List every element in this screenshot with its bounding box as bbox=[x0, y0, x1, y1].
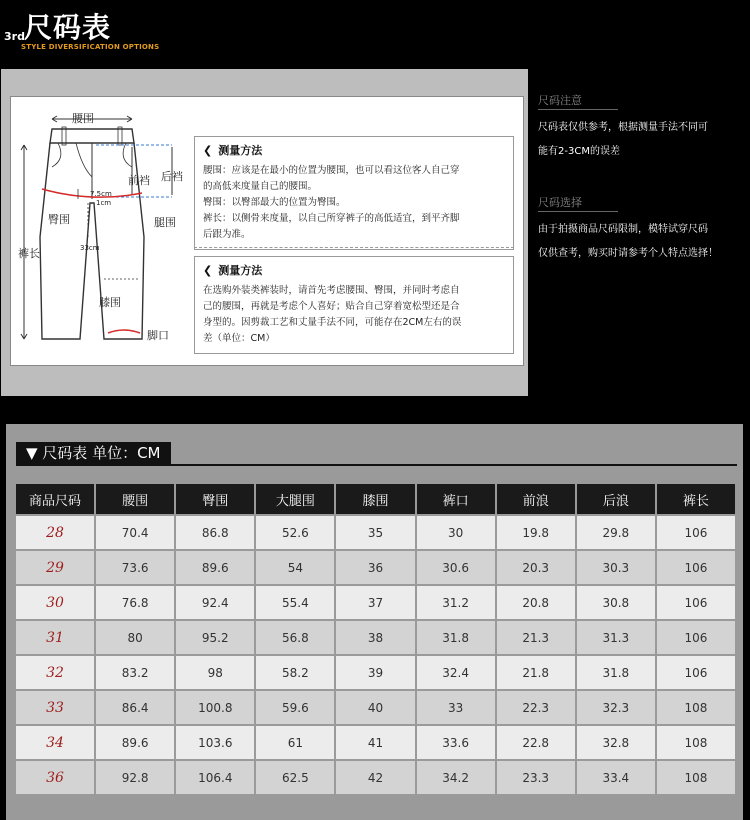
label-measure-33: 33cm bbox=[80, 244, 100, 252]
col-header-thigh: 大腿围 bbox=[256, 484, 334, 514]
method-line: 己的腰围，再就是考虑个人喜好；贴合自己穿着宽松型还是合 bbox=[203, 301, 460, 312]
method-title-row bbox=[203, 142, 505, 158]
chevron-left-icon: ❮ bbox=[203, 143, 213, 157]
col-header-length: 裤长 bbox=[657, 484, 735, 514]
table-cell: 33.4 bbox=[577, 761, 655, 794]
col-header-leg-opening: 裤口 bbox=[417, 484, 495, 514]
table-cell: 89.6 bbox=[96, 726, 174, 759]
size-cell: 28 bbox=[16, 516, 94, 549]
table-cell: 20.8 bbox=[497, 586, 575, 619]
label-front-rise: 前裆 bbox=[128, 174, 150, 187]
table-cell: 32.3 bbox=[577, 691, 655, 724]
method-line: 臀围：以臀部最大的位置为臀围。 bbox=[203, 197, 346, 208]
note-line: 仅供查考，购买时请参考个人特点选择！ bbox=[538, 248, 718, 259]
table-cell: 80 bbox=[96, 621, 174, 654]
note-body-size-attention bbox=[538, 116, 708, 164]
size-cell: 36 bbox=[16, 761, 94, 794]
label-leg-opening: 脚口 bbox=[147, 329, 169, 342]
col-header-hip: 臀围 bbox=[176, 484, 254, 514]
table-cell: 58.2 bbox=[256, 656, 334, 689]
table-cell: 106 bbox=[657, 516, 735, 549]
method-title: 测量方法 bbox=[218, 264, 263, 277]
table-cell: 30.8 bbox=[577, 586, 655, 619]
table-cell: 108 bbox=[657, 761, 735, 794]
table-row bbox=[16, 621, 735, 654]
chevron-left-icon: ❮ bbox=[203, 263, 213, 277]
method-line: 差（单位：CM） bbox=[203, 333, 275, 344]
table-cell: 21.3 bbox=[497, 621, 575, 654]
label-knee: 膝围 bbox=[99, 296, 121, 309]
table-cell: 42 bbox=[336, 761, 414, 794]
table-row bbox=[16, 691, 735, 724]
table-cell: 86.8 bbox=[176, 516, 254, 549]
method-line: 身型的。因剪裁工艺和丈量手法不同，可能存在2CM左右的误 bbox=[203, 317, 462, 328]
table-cell: 30.3 bbox=[577, 551, 655, 584]
note-heading-size-choice: 尺码选择 bbox=[538, 196, 582, 209]
col-header-waist: 腰围 bbox=[96, 484, 174, 514]
table-cell: 108 bbox=[657, 726, 735, 759]
label-back-rise: 后裆 bbox=[161, 170, 183, 183]
table-cell: 92.4 bbox=[176, 586, 254, 619]
size-table-body bbox=[16, 516, 735, 794]
table-header-row bbox=[16, 484, 735, 514]
table-cell: 39 bbox=[336, 656, 414, 689]
table-cell: 19.8 bbox=[497, 516, 575, 549]
size-cell: 33 bbox=[16, 691, 94, 724]
table-cell: 32.4 bbox=[417, 656, 495, 689]
table-cell: 106 bbox=[657, 551, 735, 584]
size-cell: 31 bbox=[16, 621, 94, 654]
table-cell: 54 bbox=[256, 551, 334, 584]
table-cell: 55.4 bbox=[256, 586, 334, 619]
label-measure-small-2: 1cm bbox=[96, 199, 112, 207]
table-cell: 21.8 bbox=[497, 656, 575, 689]
page-subtitle: STYLE DIVERSIFICATION OPTIONS bbox=[21, 43, 160, 51]
method-line: 裤长：以侧骨来度量，以自己所穿裤子的高低适宜，到平齐脚 bbox=[203, 213, 460, 224]
size-table-tab: ▼ 尺码表 单位：CM bbox=[16, 442, 171, 464]
label-hip: 臀围 bbox=[48, 213, 70, 226]
table-cell: 33 bbox=[417, 691, 495, 724]
table-cell: 36 bbox=[336, 551, 414, 584]
method-divider bbox=[194, 247, 514, 248]
page-header bbox=[0, 0, 750, 62]
table-cell: 41 bbox=[336, 726, 414, 759]
pants-illustration bbox=[12, 107, 182, 363]
note-heading-size-attention: 尺码注意 bbox=[538, 94, 582, 107]
table-cell: 106.4 bbox=[176, 761, 254, 794]
table-cell: 29.8 bbox=[577, 516, 655, 549]
page-title: 尺码表 bbox=[24, 11, 112, 44]
pants-diagram bbox=[12, 107, 182, 363]
table-cell: 40 bbox=[336, 691, 414, 724]
table-cell: 30.6 bbox=[417, 551, 495, 584]
size-table-section bbox=[6, 424, 743, 820]
measure-method-box-1 bbox=[194, 136, 514, 250]
table-cell: 106 bbox=[657, 586, 735, 619]
col-header-back-rise: 后浪 bbox=[577, 484, 655, 514]
size-table-rule bbox=[16, 464, 737, 466]
table-cell: 52.6 bbox=[256, 516, 334, 549]
table-cell: 22.8 bbox=[497, 726, 575, 759]
size-cell: 30 bbox=[16, 586, 94, 619]
table-cell: 108 bbox=[657, 691, 735, 724]
note-divider bbox=[538, 109, 618, 110]
table-cell: 83.2 bbox=[96, 656, 174, 689]
size-cell: 34 bbox=[16, 726, 94, 759]
table-cell: 73.6 bbox=[96, 551, 174, 584]
table-cell: 31.3 bbox=[577, 621, 655, 654]
method-line: 的高低来度量自己的腰围。 bbox=[203, 181, 318, 192]
table-cell: 31.8 bbox=[577, 656, 655, 689]
table-cell: 98 bbox=[176, 656, 254, 689]
table-cell: 23.3 bbox=[497, 761, 575, 794]
table-cell: 70.4 bbox=[96, 516, 174, 549]
table-row bbox=[16, 516, 735, 549]
table-cell: 92.8 bbox=[96, 761, 174, 794]
table-cell: 33.6 bbox=[417, 726, 495, 759]
col-header-knee: 膝围 bbox=[336, 484, 414, 514]
method-line: 腰围：应该是在最小的位置为腰围，也可以看这位客人自己穿 bbox=[203, 165, 460, 176]
method-title: 测量方法 bbox=[218, 144, 263, 157]
note-line: 能有2-3CM的误差 bbox=[538, 146, 620, 157]
note-divider bbox=[538, 211, 618, 212]
table-cell: 31.2 bbox=[417, 586, 495, 619]
size-table bbox=[14, 482, 737, 796]
table-cell: 31.8 bbox=[417, 621, 495, 654]
col-header-front-rise: 前浪 bbox=[497, 484, 575, 514]
table-cell: 35 bbox=[336, 516, 414, 549]
label-thigh: 腿围 bbox=[154, 216, 176, 229]
table-cell: 89.6 bbox=[176, 551, 254, 584]
method-title-row bbox=[203, 262, 505, 278]
table-cell: 100.8 bbox=[176, 691, 254, 724]
table-cell: 76.8 bbox=[96, 586, 174, 619]
label-length: 裤长 bbox=[18, 247, 40, 260]
table-cell: 59.6 bbox=[256, 691, 334, 724]
table-row bbox=[16, 726, 735, 759]
table-cell: 86.4 bbox=[96, 691, 174, 724]
note-line: 由于拍摄商品尺码限制，模特试穿尺码 bbox=[538, 224, 708, 235]
size-cell: 32 bbox=[16, 656, 94, 689]
table-cell: 106 bbox=[657, 656, 735, 689]
table-cell: 20.3 bbox=[497, 551, 575, 584]
measure-method-box-2 bbox=[194, 256, 514, 354]
table-cell: 103.6 bbox=[176, 726, 254, 759]
label-waist: 腰围 bbox=[72, 112, 94, 125]
col-header-size: 商品尺码 bbox=[16, 484, 94, 514]
table-cell: 32.8 bbox=[577, 726, 655, 759]
table-row bbox=[16, 551, 735, 584]
note-line: 尺码表仅供参考，根据测量手法不同可 bbox=[538, 122, 708, 133]
table-cell: 61 bbox=[256, 726, 334, 759]
table-row bbox=[16, 656, 735, 689]
method-line: 在选购外装类裤装时，请首先考虑腰围、臀围，并同时考虑自 bbox=[203, 285, 460, 296]
table-cell: 62.5 bbox=[256, 761, 334, 794]
table-cell: 38 bbox=[336, 621, 414, 654]
table-row bbox=[16, 761, 735, 794]
size-cell: 29 bbox=[16, 551, 94, 584]
section-number: 3rd bbox=[4, 30, 25, 43]
table-cell: 56.8 bbox=[256, 621, 334, 654]
table-cell: 95.2 bbox=[176, 621, 254, 654]
table-cell: 34.2 bbox=[417, 761, 495, 794]
label-measure-small-1: 7.5cm bbox=[90, 190, 112, 198]
table-cell: 37 bbox=[336, 586, 414, 619]
table-cell: 106 bbox=[657, 621, 735, 654]
table-row bbox=[16, 586, 735, 619]
note-body-size-choice bbox=[538, 218, 718, 266]
method-line: 后跟为准。 bbox=[203, 229, 251, 240]
table-cell: 22.3 bbox=[497, 691, 575, 724]
table-cell: 30 bbox=[417, 516, 495, 549]
